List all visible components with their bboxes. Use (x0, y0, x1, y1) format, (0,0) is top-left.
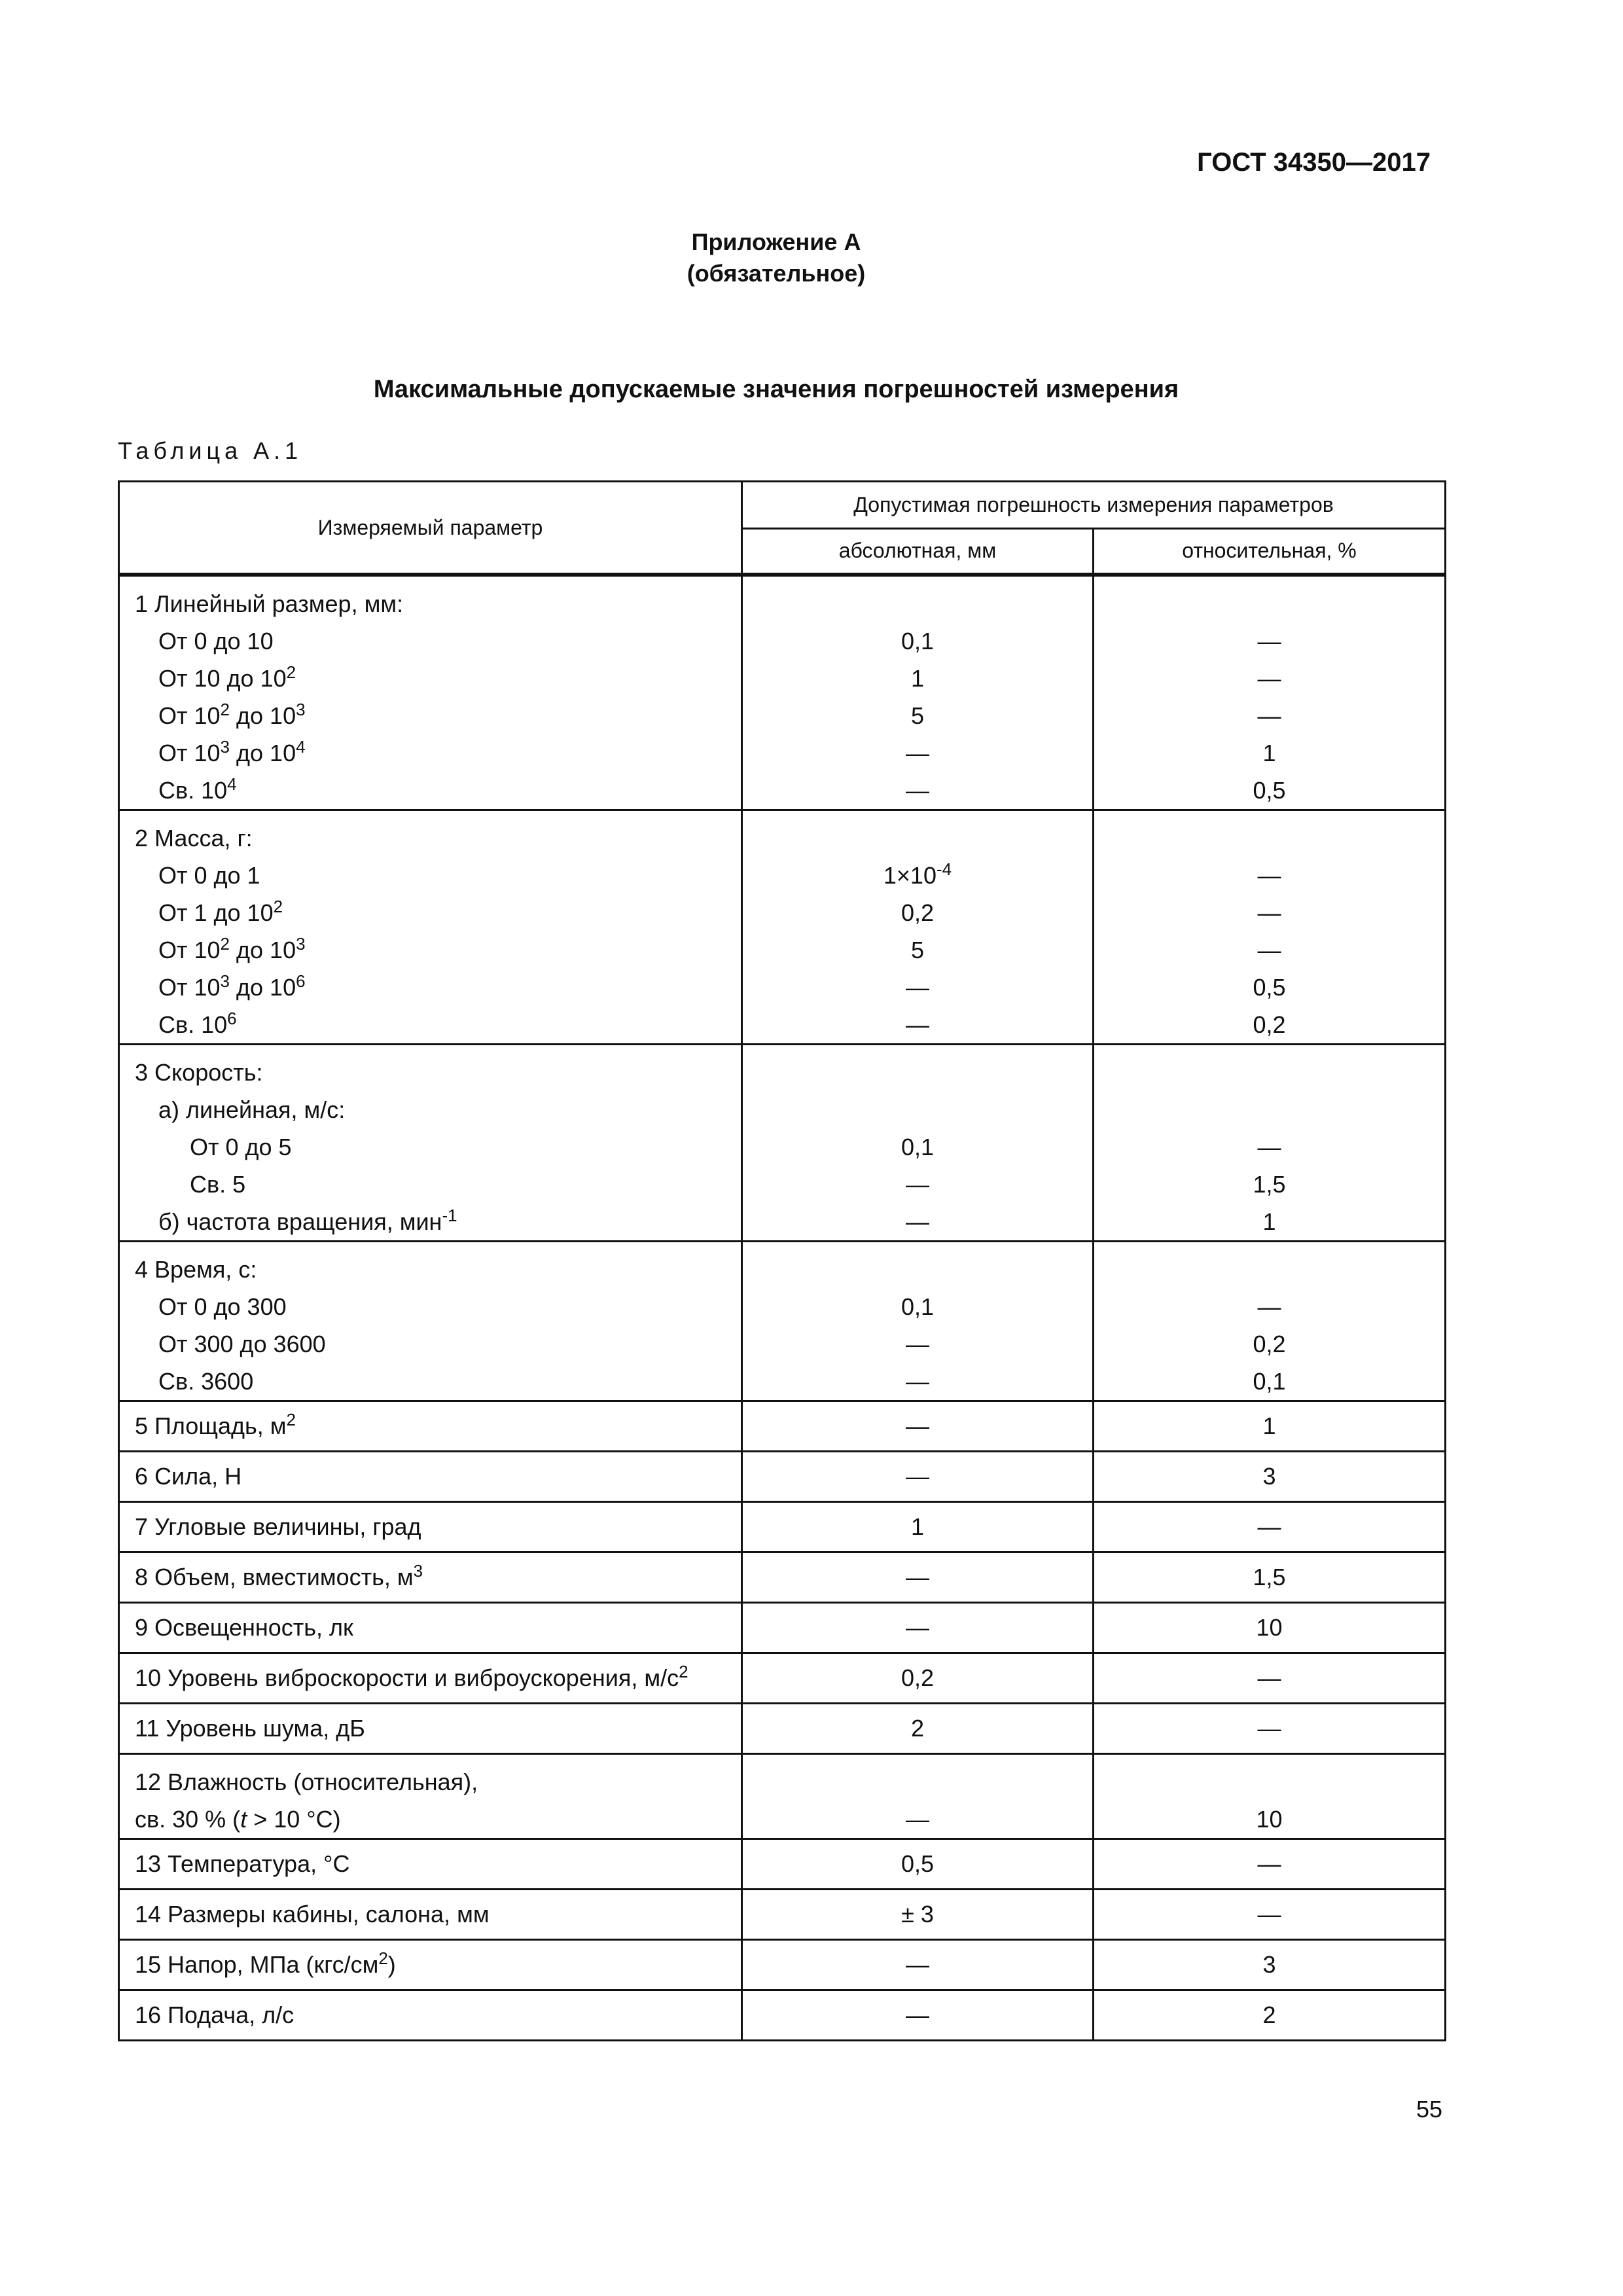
relative-cell: 1 (1094, 1401, 1446, 1452)
parameter-cell: 14 Размеры кабины, салона, мм (119, 1890, 742, 1940)
group-title: 2 Масса, г: (135, 825, 253, 852)
parameter-cell (119, 1242, 742, 1401)
relative-cell: 3 (1094, 1940, 1446, 1990)
absolute-cell: 0,5 (742, 1839, 1094, 1890)
table-row-mass (119, 810, 1446, 1045)
absolute-cell: 2 (742, 1704, 1094, 1754)
group-title: 3 Скорость: (135, 1059, 263, 1086)
absolute-cell: 0,1 1 5 — — (742, 575, 1094, 810)
absolute-cell: — (742, 1603, 1094, 1653)
relative-cell: — (1094, 1653, 1446, 1704)
absolute-cell: 0,1 — — (742, 1242, 1094, 1401)
relative-cell: — (1094, 1704, 1446, 1754)
relative-cell: — — — 1 0,5 (1094, 575, 1446, 810)
appendix-heading (0, 226, 1552, 289)
range-label: От 0 до 5 (190, 1134, 292, 1160)
document-title: Максимальные допускаемые значения погрешностей измерения (373, 376, 1179, 403)
absolute-cell: — (742, 1401, 1094, 1452)
subgroup-title: а) линейная, м/с: (158, 1096, 346, 1123)
table-row-angle (119, 1502, 1446, 1552)
header-parameter: Измеряемый параметр (119, 482, 742, 575)
absolute-cell: ± 3 (742, 1890, 1094, 1940)
absolute-cell: — (742, 1452, 1094, 1502)
group-title: 4 Время, с: (135, 1256, 257, 1283)
absolute-cell: — (742, 1754, 1094, 1839)
relative-cell: — 1,5 1 (1094, 1045, 1446, 1242)
table-row-temperature (119, 1839, 1446, 1890)
table-row-speed (119, 1045, 1446, 1242)
parameter-cell: 6 Сила, Н (119, 1452, 742, 1502)
relative-cell: 10 (1094, 1754, 1446, 1839)
table-row-flow (119, 1990, 1446, 2041)
relative-cell: — (1094, 1502, 1446, 1552)
relative-cell: 10 (1094, 1603, 1446, 1653)
appendix-title: Приложение А (691, 228, 861, 255)
absolute-cell: 0,1 — — (742, 1045, 1094, 1242)
relative-cell: 1,5 (1094, 1552, 1446, 1603)
range-label: От 300 до 3600 (158, 1331, 326, 1357)
subgroup-title: б) частота вращения, мин$^{-1}$ (158, 1206, 457, 1235)
parameter-cell (119, 810, 742, 1045)
parameter-cell: 5 Площадь, $м^2$ (119, 1401, 742, 1452)
table-row-noise (119, 1704, 1446, 1754)
relative-cell: — 0,2 0,1 (1094, 1242, 1446, 1401)
parameter-cell: 11 Уровень шума, дБ (119, 1704, 742, 1754)
absolute-cell: — (742, 1990, 1094, 2041)
range-label: От $10^2$ до $10^3$ (158, 934, 306, 963)
table-row-force (119, 1452, 1446, 1502)
range-label: Св. $10^4$ (158, 774, 237, 804)
appendix-status: (обязательное) (687, 260, 866, 287)
parameter-cell (119, 575, 742, 810)
parameter-cell: 9 Освещенность, лк (119, 1603, 742, 1653)
range-label: От 0 до 1 (158, 862, 260, 889)
header-relative: относительная, % (1094, 528, 1446, 575)
parameter-cell: 8 Объем, вместимость, $м^3$ (119, 1552, 742, 1603)
parameter-cell (119, 1045, 742, 1242)
group-title: 1 Линейный размер, мм: (135, 590, 404, 617)
range-label: От 10 до $10^2$ (158, 662, 296, 692)
table-row-humidity (119, 1754, 1446, 1839)
range-label: От $10^3$ до $10^6$ (158, 971, 306, 1001)
table-row-cabin-size (119, 1890, 1446, 1940)
range-label: Св. 5 (190, 1171, 246, 1198)
parameter-cell: 12 Влажность (относительная), св. 30 % (t > 10 °C) (119, 1754, 742, 1839)
relative-cell: — — — 0,5 0,2 (1094, 810, 1446, 1045)
header-absolute: абсолютная, мм (742, 528, 1094, 575)
range-label: От $10^3$ до $10^4$ (158, 737, 306, 766)
absolute-cell: — (742, 1940, 1094, 1990)
table-row-linear-size (119, 575, 1446, 810)
table-caption: Таблица А.1 (118, 437, 303, 464)
parameter-cell: 10 Уровень виброскорости и виброускорения, $м/с^2$ (119, 1653, 742, 1704)
absolute-cell: — (742, 1552, 1094, 1603)
range-label: От $10^2$ до $10^3$ (158, 700, 306, 729)
parameter-cell: 16 Подача, л/с (119, 1990, 742, 2041)
header-group: Допустимая погрешность измерения параметров (742, 482, 1446, 529)
table-row-vibration (119, 1653, 1446, 1704)
range-label: От 0 до 300 (158, 1293, 287, 1320)
table-row-head (119, 1940, 1446, 1990)
range-label: От 0 до 10 (158, 628, 274, 655)
absolute-cell: 0,2 (742, 1653, 1094, 1704)
parameter-cell: 15 Напор, МПа $(кгс/см^2)$ (119, 1940, 742, 1990)
relative-cell: — (1094, 1890, 1446, 1940)
tolerance-table (118, 480, 1446, 2041)
table-row-area (119, 1401, 1446, 1452)
range-label: От 1 до $10^2$ (158, 897, 283, 926)
table-row-time (119, 1242, 1446, 1401)
parameter-cell: 13 Температура, °С (119, 1839, 742, 1890)
absolute-cell: 1 (742, 1502, 1094, 1552)
parameter-cell: 7 Угловые величины, град (119, 1502, 742, 1552)
range-label: Св. $10^6$ (158, 1009, 237, 1038)
table-row-volume (119, 1552, 1446, 1603)
page-number: 55 (1416, 2096, 1442, 2123)
relative-cell: 2 (1094, 1990, 1446, 2041)
absolute-cell: $1\times 10^{-4}$ 0,2 5 — — (742, 810, 1094, 1045)
range-label: Св. 3600 (158, 1368, 254, 1395)
relative-cell: 3 (1094, 1452, 1446, 1502)
relative-cell: — (1094, 1839, 1446, 1890)
table-row-illuminance (119, 1603, 1446, 1653)
standard-code: ГОСТ 34350—2017 (1197, 148, 1431, 177)
